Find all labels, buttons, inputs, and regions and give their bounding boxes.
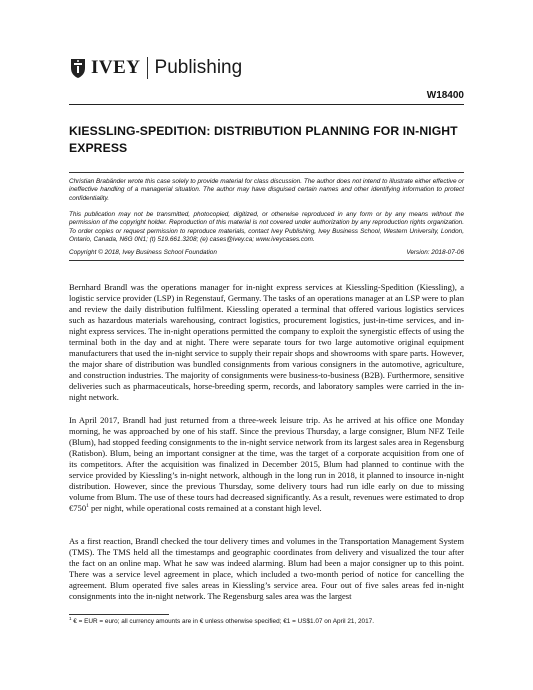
footnote-rule <box>69 614 169 615</box>
body-paragraph-2 <box>69 415 464 514</box>
body-paragraph-3: As a first reaction, Brandl checked the tour delivery times and volumes in the Transportation Management System (TMS). The TMS held all the timestamps and geographic coordinates from delivery and visualized the tour after the fact on an online map. What he saw was indeed alarming. Blum had been a major consigner up to this point. There was a service level agreement in place, which included a two-month period of notice for cancelling the agreement. Blum operated five sales areas in Kiessling’s service area. Four out of five sales areas fed in-night consignments into the in-night network. The Regensburg sales area was the largest <box>69 536 464 602</box>
body-paragraph-1: Bernhard Brandl was the operations manager for in-night express services at Kiessling-Spedition (Kiessling), a logistic service provider (LSP) in Regenstauf, Germany. The tasks of an operations manager at an LSP were to plan and review the daily distribution fulfilment. Kiessling operated a terminal that offered various logistics services such as hazardous materials warehousing, contract logistics, procurement logistics, just-in-time services, and in-night express services. The in-night operations permitted the company to exploit the synergistic effects of using the terminal both in the day and at night. There were separate tours for two large automotive original equipment manufacturers that used the in-night service to supply their repair shops and showrooms with spare parts. However, the major share of distribution was bundled consignments from various consigners in the automotive, agriculture, and construction industries. The majority of consignments were business-to-business (B2B). Furthermore, sensitive deliveries such as pharmaceuticals, horse-breeding sperm, records, and laboratory samples were carried in the in-night network. <box>69 282 464 403</box>
paragraph-2-text-start: In April 2017, Brandl had just returned from a three-week leisure trip. As he arrived at his office one Monday morning, he was approached by one of his staff. Since the previous Thursday, a large consigner, Blum NFZ Teile (Blum), had stopped feeding consignments to the in-night service network from its largest sales area in Regensburg (Ratisbon). Blum, being an important consigner at the time, was the target of a corporate acquisition from one of its competitors. After the acquisition was finalized in December 2015, Blum had planned to continue with the service provided by Kiessling’s in-night network, although in the long run in 2018, it planned to insource in-night distribution. However, since the previous Thursday, some delivery tours had run idle early on due to missing volume from Blum. The use of these tours had decreased significantly. As a result, revenues were estimated to drop €750 <box>69 415 464 514</box>
case-title: KIESSLING-SPEDITION: DISTRIBUTION PLANNING FOR IN-NIGHT EXPRESS <box>69 124 458 155</box>
footnote-reference[interactable]: 1 <box>86 503 89 510</box>
copyright-notice: This publication may not be transmitted, photocopied, digitized, or otherwise reproduced in any form or by any means without the permission of the copyright holder. Reproduction of this material is not covered under authorization by any reproduction rights organization. To order copies or request permission to reproduce materials, contact Ivey Publishing, Ivey Business School, Western University, London, Ontario, Canada, N6G 0N1; (t) 519.661.3208; (e) cases@ivey.ca; www.iveycases.com. <box>69 211 464 243</box>
copyright-line <box>69 249 464 257</box>
logo-divider <box>147 57 148 79</box>
footnote <box>69 615 464 626</box>
crest-icon <box>69 57 87 79</box>
notice-rule <box>69 172 464 173</box>
author-notice: Christian Brabänder wrote this case solely to provide material for class discussion. The author does not intend to illustrate either effective or ineffective handling of a managerial situation. The author may have disguised certain names and other identifying information to protect confidentiality. <box>69 178 464 202</box>
copyright-text: Copyright © 2018, Ivey Business School Foundation <box>69 249 217 256</box>
footnote-marker: 1 <box>69 615 72 621</box>
case-number: W18400 <box>426 90 464 101</box>
publisher-name: Publishing <box>154 57 243 78</box>
ivey-publishing-logo <box>69 54 242 82</box>
paragraph-2-text-end: per night, while operational costs remained at a constant high level. <box>88 503 322 514</box>
copyright-rule <box>69 260 464 261</box>
header-rule <box>69 104 464 105</box>
footnote-text: € = EUR = euro; all currency amounts are in € unless otherwise specified; €1 = US$1.07 on April 21, 2017. <box>71 618 375 625</box>
version-text: Version: 2018-07-06 <box>406 249 464 256</box>
brand-name: IVEY <box>91 57 141 78</box>
